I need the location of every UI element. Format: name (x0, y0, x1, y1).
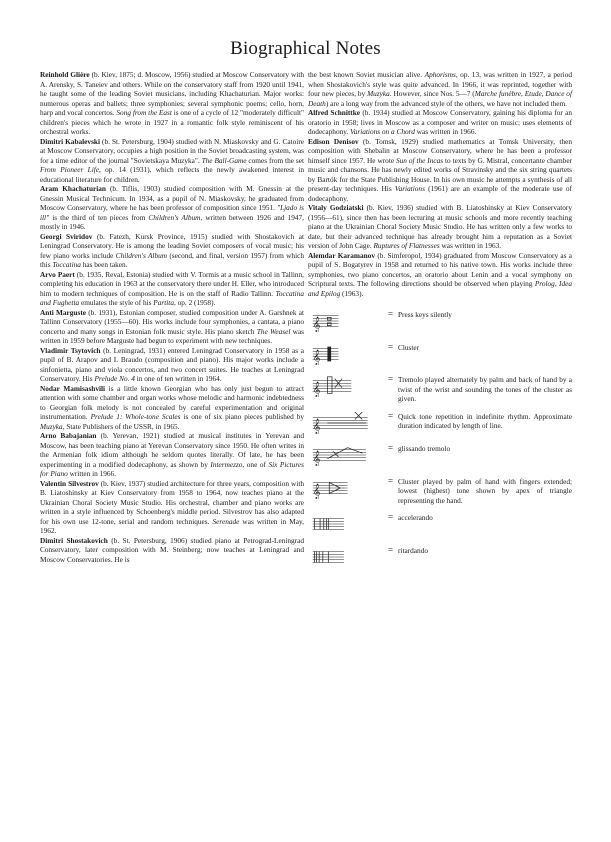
equals-sign: = (388, 309, 394, 319)
biography-text: (b. Tiflis, 1903) studied composition with M. Gnessin at the Gnessin Musical Technicum. In 1934, as a pupil of N. Miaskovsky, he graduated from Moscow Conservatory, where he has been professor of composition since 1951. "Ljado is ill" is the third of ten pieces from Children's Album, written between 1926 and 1947, mostly in 1946. (40, 184, 304, 231)
composer-name: Aram Khachaturian (40, 184, 106, 193)
svg-text:𝄞: 𝄞 (312, 382, 321, 397)
biography-text: (b. Leningrad, 1931) entered Leningrad Conservatory in 1958 as a pupil of B. Arapov and I. Braudo (composition and piano). His major works include a sinfonietta, piano and viola concertos, and two concert suites. He teaches at Leningrad Conservatory. His Prelude No. 4 in one of ten written in 1964. (40, 345, 305, 383)
legend-row (308, 375, 572, 404)
biography-text: (b. 1931), Estonian composer, studied composition under A. Garshnek at Tallinn Conservatory (1955—60). His works include four symphonies, a cantata, a piano concerto and many songs in Estonian folk music style. His piano sketch The Weasel was written in 1959 before Marguste had begun to experiment with new techniques. (40, 307, 304, 345)
legend-description: Tremolo played alternately by palm and back of hand by a twist of the wrist and sounding the tones of the cluster as given. (398, 375, 572, 403)
palm-cluster-notation-icon (308, 477, 388, 502)
biography-entry (40, 346, 304, 384)
biography-text: (b. St. Petersburg, 1906) studied piano at Petrograd-Leningrad Conservatory, later composition with M. Steinberg; now teaches at Leningrad and Moscow Conservatories. He is (40, 535, 305, 564)
composer-name: Arvo Paert (40, 269, 75, 279)
press-keys-silently-notation-icon (308, 310, 388, 335)
legend-description: accelerando (398, 513, 433, 522)
biography-entry (40, 479, 304, 536)
legend-description: ritardando (398, 545, 428, 555)
composer-name: Anti Marguste (40, 307, 86, 317)
biography-text: (b. 1935, Reval, Estonia) studied with V. Tormis at a music school in Tallinn, completing his education in 1963 at the conservatory there under H. Eller, who introduced him to modern techniques of composition. He is on the staff of Radio Tallinn. Toccatina and Fughetta emulates the style of his Partita, op. 2 (1958). (40, 269, 304, 307)
equals-sign: = (388, 512, 394, 522)
composer-name: Georgi Sviridov (40, 231, 93, 241)
legend-description: Press keys silently (398, 310, 452, 319)
biography-entry (40, 232, 304, 270)
legend-row (308, 546, 572, 571)
cluster-notation-icon (308, 343, 388, 368)
biography-entry (40, 308, 304, 346)
svg-text:𝄞: 𝄞 (312, 451, 321, 466)
svg-text:𝄞: 𝄞 (312, 418, 321, 433)
biography-entry (40, 70, 304, 137)
equals-sign: = (388, 410, 394, 421)
composer-name: Nodar Mamisashvili (40, 383, 106, 393)
composer-name: Alfred Schnittke (308, 108, 361, 117)
accelerando-notation-icon (308, 513, 388, 538)
composer-name: Dimitri Shostakovich (40, 535, 108, 545)
biography-text: (b. Fatezh, Kursk Province, 1915) studied with Shostakovich at Leningrad Conservatory. He is among the leading Soviet composers of vocal music; his few piano works include Children's Album (second, and final, version 1957) from which this Toccatina has been taken. (40, 231, 304, 269)
legend-row (308, 444, 572, 469)
biography-entry (308, 203, 572, 251)
composer-name: Reinhold Glière (40, 70, 90, 79)
legend-description: glissando tremolo (398, 444, 451, 453)
left-column (40, 70, 304, 564)
biography-entry (40, 384, 304, 432)
equals-sign: = (388, 475, 394, 486)
ritardando-notation-icon (308, 546, 388, 571)
legend-row (308, 310, 572, 335)
biography-text: the best known Soviet musician alive. Aphorisms, op. 13, was written in 1927, a period when Shostakovich's style was quite advanced. In 1966, it was reprinted, together with four new pieces, by Muzyka. However, since Nos. 5—7 (Marche funèbre, Etude, Dance of Death) are a long way from the advanced style of the others, we have not included them. (308, 70, 572, 108)
biography-text: (b. Simferopol, 1934) graduated from Moscow Conservatory as a pupil of S. Bogatyrev in 1958 and returned to his native town. His works include three symphonies, two piano concertos, an oratorio about Lenin and a vocal symphony on Scriptural texts. The following directions should be observed when playing Prolog, Idea and Epilog (1963). (308, 250, 573, 298)
composer-name: Arno Babajanian (40, 431, 97, 440)
legend-row (308, 412, 572, 437)
equals-sign: = (388, 374, 394, 384)
biography-entry (40, 431, 304, 479)
svg-text:𝄞: 𝄞 (312, 483, 321, 498)
legend-row (308, 343, 572, 368)
biography-entry (40, 536, 304, 565)
svg-text:𝄞: 𝄞 (312, 317, 321, 332)
biography-entry (40, 184, 304, 232)
composer-name: Edison Denisov (308, 136, 359, 146)
biography-entry (308, 251, 572, 299)
biography-text: (b. Kiev, 1875; d. Moscow, 1956) studied at Moscow Conservatory with A. Arensky, S. Taneiev and others. While on the conservatory staff from 1920 until 1941, he taught some of the leading Soviet musicians, including Khachaturian. Major works: numerous operas and ballets; three symphonies; several symphonic poems; cello, horn, harp and vocal concertos. Song from the East is one of a cycle of 12 "moderately difficult" children's pieces which he wrote in 1927 in a romantic folk style reminiscent of his orchestral works. (40, 70, 304, 136)
composer-name: Valentin Silvestrov (40, 478, 99, 488)
biography-text: (b. St. Petersburg, 1904) studied with N. Miaskovsky and G. Catoire at Moscow Conservatory, occupies a high position in the Soviet broadcasting system, was for a time editor of the journal "Sovietskaya Muzyka". The Ball-Game comes from the set From Pioneer Life, op. 14 (1931), which reflects the newly awakened interest in educational literature for children. (40, 136, 304, 184)
legend-row (308, 477, 572, 506)
biography-entry (308, 70, 572, 108)
composer-name: Vitaly Godziatski (308, 203, 364, 212)
equals-sign: = (388, 443, 394, 453)
svg-text:𝄞: 𝄞 (312, 349, 321, 364)
biography-text: (b. 1934) studied at Moscow Conservatory, gaining his diploma for an oratorio in 1958; lives in Moscow as a composer and writer on music; uses elements of dodecaphony. Variations on a Chord was written in 1966. (308, 108, 572, 136)
legend-row (308, 513, 572, 538)
quick-tone-repetition-notation-icon (308, 412, 388, 437)
glissando-tremolo-notation-icon (308, 444, 388, 469)
equals-sign: = (388, 544, 394, 555)
biography-entry (40, 137, 304, 185)
composer-name: Dimitri Kabalevski (40, 136, 100, 146)
equals-sign: = (388, 341, 394, 352)
composer-name: Alemdar Karamanov (308, 250, 376, 260)
right-column (308, 70, 572, 578)
biography-text: (b. Kiev, 1936) studied with B. Liatoshinsky at Kiev Conservatory (1956—61), since then has been lecturing at music schools and more recently teaching piano at the Ukrainian Choral Society Music Studio. He has written only a few works to date, but their advanced technique has already brought him a reputation as a Soviet version of John Cage. Ruptures of Flatnesses was written in 1963. (308, 203, 572, 250)
biography-entry (40, 270, 304, 308)
legend-description: Cluster (398, 342, 420, 352)
notation-legend (308, 310, 572, 570)
biography-text: (b. Tomsk, 1929) studied mathematics at Tomsk University, then composition with Shebalin at Moscow Conservatory, where he has been a professor himself since 1957. He wrote Sun of the Incas to texts by G. Mistral, concertante chamber music and chansons. He has newly edited works of Stravinsky and the six string quartets by Bartók for the State Publishing House. In his own music he attempts a synthesis of all present-day techniques. His Variations (1961) are an example of the moderate use of dodecaphony. (308, 136, 572, 203)
tremolo-palm-notation-icon (308, 375, 388, 400)
legend-description: Quick tone repetition in indefinite rhythm. Approximate duration indicated by length of line. (398, 411, 572, 430)
biography-text: (b. Yerevan, 1921) studied at musical institutes in Yerevan and Moscow, has been teaching piano at Yerevan Conservatory since 1950. He often writes in the Armenian folk idiom although he seldom quotes literally. Of late, he has been experimenting in a modified dodecaphony, as shown by Intermezzo, one of Six Pictures for Piano written in 1966. (40, 431, 304, 478)
biography-entry (308, 108, 572, 137)
composer-name: Vladimir Tsytovich (40, 345, 101, 355)
legend-description: Cluster played by palm of hand with fingers extended; lowest (highest) tone shown by apex of triangle representing the hand. (398, 476, 572, 505)
biography-entry (308, 137, 572, 204)
page-title: Biographical Notes (230, 38, 381, 59)
biography-text: (b. Kiev, 1937) studied architecture for three years, composition with B. Liatoshinsky at Kiev Conservatory from 1958 to 1964, now teaches piano at the Ukrainian Choral Society Music Studio. His orchestral, chamber and piano works are written in a style influenced by Schoenberg's middle period. Silvestrov has also adapted for his own use 12-tone, serial and random techniques. Serenade was written in May, 1962. (40, 478, 305, 535)
biography-text: is a little known Georgian who has only just begun to attract attention with some chamber and organ works whose melodic and harmonic indebtedness to Georgian folk melody is not concealed by careful experimentation and original instrumentation. Prelude 1: Whole-tone Scales is one of six piano pieces published by Muzyka, State Publishers of the USSR, in 1965. (40, 383, 305, 431)
